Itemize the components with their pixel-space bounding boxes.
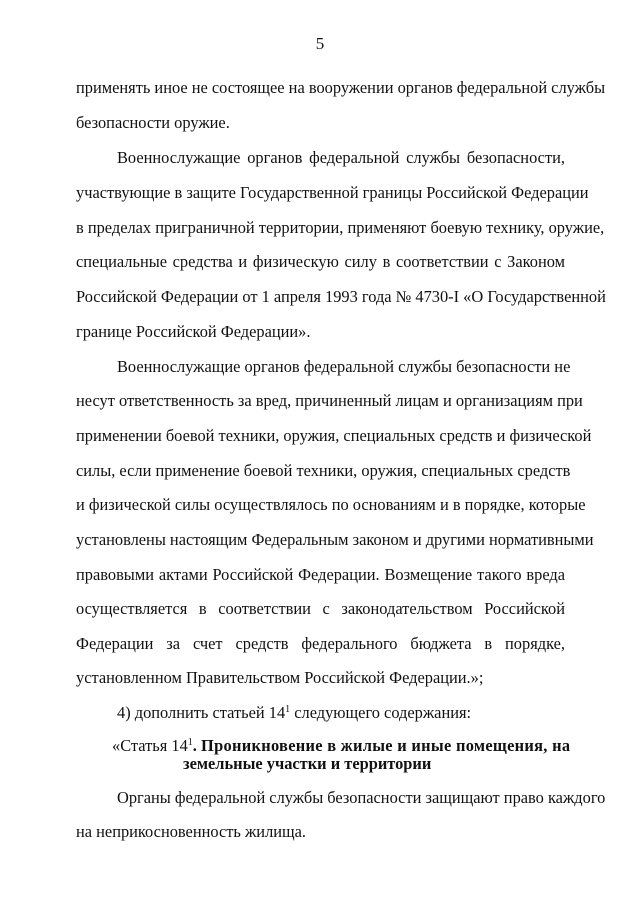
- article-heading-title-line-2: земельные участки и территории: [183, 754, 432, 773]
- article-heading-title-line-1: Проникновение в жилые и иные помещения, на: [201, 736, 571, 755]
- paragraph-2-line-2: участвующие в защите Государственной границы Российской Федерации: [76, 183, 589, 202]
- paragraph-2-line-4: специальные средства и физическую силу в соответствии с Законом: [76, 252, 565, 271]
- article-heading-superscript: 1: [187, 737, 193, 748]
- paragraph-1-line-2: безопасности оружие.: [76, 113, 230, 132]
- paragraph-3-line-3: применении боевой техники, оружия, специальных средств и физической: [76, 426, 592, 445]
- paragraph-4-text-before: 4) дополнить статьей 14: [117, 703, 286, 722]
- paragraph-3-line-2: несут ответственность за вред, причиненный лицам и организациям при: [76, 391, 583, 410]
- article-heading-dot: .: [192, 736, 197, 755]
- paragraph-2-line-6: границе Российской Федерации».: [76, 322, 311, 341]
- paragraph-4-line-1: [117, 703, 565, 723]
- paragraph-1-line-1: применять иное не состоящее на вооружении органов федеральной службы: [76, 78, 606, 97]
- paragraph-3-line-1: Военнослужащие органов федеральной службы безопасности не: [117, 357, 571, 376]
- paragraph-2-line-5: Российской Федерации от 1 апреля 1993 года № 4730-I «О Государственной: [76, 287, 606, 306]
- paragraph-4-superscript: 1: [285, 704, 291, 715]
- paragraph-2-line-3: в пределах приграничной территории, применяют боевую технику, оружие,: [76, 218, 605, 237]
- paragraph-3-line-6: установлены настоящим Федеральным законом и другими нормативными: [76, 530, 594, 549]
- paragraph-5-line-1: Органы федеральной службы безопасности защищают право каждого: [117, 788, 606, 807]
- article-heading-prefix: «Статья 14: [112, 736, 188, 755]
- paragraph-3-line-9: Федерации за счет средств федерального бюджета в порядке,: [76, 634, 565, 653]
- paragraph-3-line-7: правовыми актами Российской Федерации. Возмещение такого вреда: [76, 565, 565, 584]
- paragraph-5-line-2: на неприкосновенность жилища.: [76, 822, 307, 841]
- paragraph-4-text-after: следующего содержания:: [290, 703, 472, 722]
- paragraph-3-line-8: осуществляется в соответствии с законодательством Российской: [76, 599, 565, 618]
- article-heading: [112, 736, 570, 756]
- page-number: 5: [315, 34, 325, 53]
- paragraph-3-line-5: и физической силы осуществлялось по основаниям и в порядке, которые: [76, 495, 586, 514]
- paragraph-2-line-1: Военнослужащие органов федеральной службы безопасности,: [117, 148, 565, 167]
- paragraph-3-line-4: силы, если применение боевой техники, оружия, специальных средств: [76, 461, 571, 480]
- paragraph-3-line-10: установленном Правительством Российской Федерации.»;: [76, 668, 484, 687]
